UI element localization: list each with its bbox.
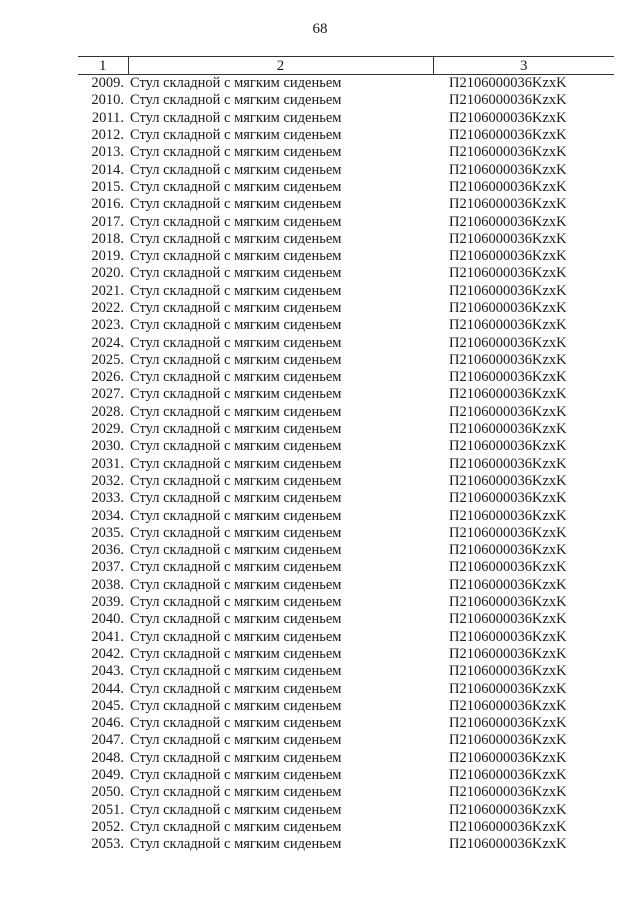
- inventory-code: П2106000036KzxK: [449, 767, 567, 784]
- column-header-3: 3: [433, 57, 614, 75]
- table-row: [78, 542, 614, 559]
- item-name: Стул складной с мягким сиденьем: [130, 767, 342, 784]
- table-row: [78, 473, 614, 490]
- item-name: Стул складной с мягким сиденьем: [130, 472, 342, 489]
- row-number: 2033.: [91, 490, 124, 507]
- inventory-code: П2106000036KzxK: [449, 594, 567, 611]
- item-name: Стул складной с мягким сиденьем: [130, 351, 342, 368]
- table-row: [78, 784, 614, 801]
- table-row: [78, 213, 614, 230]
- inventory-code: П2106000036KzxK: [449, 317, 567, 334]
- table-header-row: [78, 57, 614, 75]
- item-name: Стул складной с мягким сиденьем: [130, 455, 342, 472]
- table-row: [78, 438, 614, 455]
- item-name: Стул складной с мягким сиденьем: [130, 386, 342, 403]
- row-number: 2043.: [91, 663, 124, 680]
- inventory-code: П2106000036KzxK: [449, 749, 567, 766]
- inventory-code: П2106000036KzxK: [449, 576, 567, 593]
- inventory-code: П2106000036KzxK: [449, 196, 567, 213]
- inventory-code: П2106000036KzxK: [449, 265, 567, 282]
- table-row: [78, 386, 614, 403]
- row-number: 2020.: [91, 265, 124, 282]
- item-name: Стул складной с мягким сиденьем: [130, 559, 342, 576]
- item-name: Стул складной с мягким сиденьем: [130, 732, 342, 749]
- table-row: [78, 334, 614, 351]
- inventory-code: П2106000036KzxK: [449, 507, 567, 524]
- inventory-code: П2106000036KzxK: [449, 611, 567, 628]
- table-row: [78, 680, 614, 697]
- row-number: 2040.: [91, 611, 124, 628]
- row-number: 2017.: [91, 213, 124, 230]
- inventory-code: П2106000036KzxK: [449, 438, 567, 455]
- inventory-code: П2106000036KzxK: [449, 75, 567, 92]
- table-row: [78, 594, 614, 611]
- item-name: Стул складной с мягким сиденьем: [130, 576, 342, 593]
- table-row: [78, 490, 614, 507]
- inventory-code: П2106000036KzxK: [449, 628, 567, 645]
- table-row: [78, 646, 614, 663]
- row-number: 2016.: [91, 196, 124, 213]
- row-number: 2036.: [91, 542, 124, 559]
- inventory-code: П2106000036KzxK: [449, 300, 567, 316]
- table-row: [78, 421, 614, 438]
- row-number: 2048.: [91, 749, 124, 766]
- item-name: Стул складной с мягким сиденьем: [130, 161, 342, 178]
- table-row: [78, 404, 614, 421]
- row-number: 2039.: [91, 594, 124, 611]
- item-name: Стул складной с мягким сиденьем: [130, 127, 342, 144]
- table-row: [78, 801, 614, 818]
- table-row: [78, 456, 614, 473]
- row-number: 2050.: [91, 784, 124, 801]
- item-name: Стул складной с мягким сиденьем: [130, 421, 342, 438]
- inventory-code: П2106000036KzxK: [449, 836, 567, 853]
- item-name: Стул складной с мягким сиденьем: [130, 697, 342, 714]
- inventory-code: П2106000036KzxK: [449, 455, 567, 472]
- inventory-code: П2106000036KzxK: [449, 161, 567, 178]
- table-row: [78, 92, 614, 109]
- inventory-code: П2106000036KzxK: [449, 230, 567, 247]
- table-row: [78, 144, 614, 161]
- page-number: 68: [312, 21, 328, 37]
- inventory-code: П2106000036KzxK: [449, 386, 567, 403]
- inventory-code: П2106000036KzxK: [449, 144, 567, 161]
- item-name: Стул складной с мягким сиденьем: [130, 490, 342, 507]
- inventory-code: П2106000036KzxK: [449, 680, 567, 697]
- item-name: Стул складной с мягким сиденьем: [130, 265, 342, 282]
- table-row: [78, 265, 614, 282]
- item-name: Стул складной с мягким сиденьем: [130, 524, 342, 541]
- inventory-code: П2106000036KzxK: [449, 421, 567, 438]
- item-name: Стул складной с мягким сиденьем: [130, 836, 342, 853]
- inventory-code: П2106000036KzxK: [449, 334, 567, 351]
- table-row: [78, 283, 614, 300]
- table-row: [78, 750, 614, 767]
- item-name: Стул складной с мягким сиденьем: [130, 144, 342, 161]
- inventory-code: П2106000036KzxK: [449, 369, 567, 386]
- table-row: [78, 75, 614, 93]
- inventory-code: П2106000036KzxK: [449, 524, 567, 541]
- row-number: 2042.: [91, 645, 124, 662]
- table-row: [78, 507, 614, 524]
- inventory-code: П2106000036KzxK: [449, 403, 567, 420]
- item-name: Стул складной с мягким сиденьем: [130, 542, 342, 559]
- item-name: Стул складной с мягким сиденьем: [130, 645, 342, 662]
- inventory-code: П2106000036KzxK: [449, 663, 567, 680]
- item-name: Стул складной с мягким сиденьем: [130, 334, 342, 351]
- row-number: 2041.: [91, 628, 124, 645]
- inventory-code: П2106000036KzxK: [449, 818, 567, 835]
- item-name: Стул складной с мягким сиденьем: [130, 801, 342, 818]
- row-number: 2013.: [91, 144, 124, 161]
- table-row: [78, 559, 614, 576]
- inventory-code: П2106000036KzxK: [449, 178, 567, 195]
- row-number: 2029.: [91, 421, 124, 438]
- inventory-code: П2106000036KzxK: [449, 559, 567, 576]
- row-number: 2014.: [91, 161, 124, 178]
- item-name: Стул складной с мягким сиденьем: [130, 507, 342, 524]
- table-row: [78, 248, 614, 265]
- column-header-2: 2: [128, 57, 433, 75]
- row-number: 2031.: [91, 455, 124, 472]
- item-name: Стул складной с мягким сиденьем: [130, 611, 342, 628]
- row-number: 2032.: [91, 472, 124, 489]
- table-row: [78, 698, 614, 715]
- item-name: Стул складной с мягким сиденьем: [130, 749, 342, 766]
- table-row: [78, 629, 614, 646]
- inventory-code: П2106000036KzxK: [449, 127, 567, 144]
- table-row: [78, 525, 614, 542]
- table-row: [78, 611, 614, 628]
- row-number: 2030.: [91, 438, 124, 455]
- inventory-code: П2106000036KzxK: [449, 351, 567, 368]
- inventory-code: П2106000036KzxK: [449, 697, 567, 714]
- table-row: [78, 110, 614, 127]
- item-name: Стул складной с мягким сиденьем: [130, 92, 342, 109]
- row-number: 2053.: [91, 836, 124, 853]
- row-number: 2038.: [91, 576, 124, 593]
- row-number: 2028.: [91, 403, 124, 420]
- table-row: [78, 231, 614, 248]
- inventory-code: П2106000036KzxK: [449, 801, 567, 818]
- table-body: [78, 75, 614, 854]
- table-row: [78, 819, 614, 836]
- inventory-table: [78, 56, 614, 853]
- row-number: 2026.: [91, 369, 124, 386]
- item-name: Стул складной с мягким сиденьем: [130, 75, 342, 92]
- item-name: Стул складной с мягким сиденьем: [130, 715, 342, 732]
- row-number: 2044.: [91, 680, 124, 697]
- item-name: Стул складной с мягким сиденьем: [130, 178, 342, 195]
- item-name: Стул складной с мягким сиденьем: [130, 230, 342, 247]
- item-name: Стул складной с мягким сиденьем: [130, 109, 342, 126]
- inventory-code: П2106000036KzxK: [449, 282, 567, 299]
- table-row: [78, 300, 614, 317]
- table-row: [78, 317, 614, 334]
- row-number: 2015.: [91, 178, 124, 195]
- row-number: 2011.: [91, 109, 124, 126]
- row-number: 2052.: [91, 818, 124, 835]
- inventory-code: П2106000036KzxK: [449, 784, 567, 801]
- item-name: Стул складной с мягким сиденьем: [130, 438, 342, 455]
- row-number: 2046.: [91, 715, 124, 732]
- item-name: Стул складной с мягким сиденьем: [130, 196, 342, 213]
- item-name: Стул складной с мягким сиденьем: [130, 818, 342, 835]
- table-row: [78, 352, 614, 369]
- inventory-code: П2106000036KzxK: [449, 542, 567, 559]
- row-number: 2018.: [91, 230, 124, 247]
- inventory-code: П2106000036KzxK: [449, 213, 567, 230]
- row-number: 2051.: [91, 801, 124, 818]
- inventory-code: П2106000036KzxK: [449, 645, 567, 662]
- row-number: 2010.: [91, 92, 124, 109]
- row-number: 2025.: [91, 351, 124, 368]
- row-number: 2022.: [91, 300, 124, 316]
- row-number: 2045.: [91, 697, 124, 714]
- inventory-code: П2106000036KzxK: [449, 472, 567, 489]
- row-number: 2035.: [91, 524, 124, 541]
- table-row: [78, 715, 614, 732]
- inventory-code: П2106000036KzxK: [449, 715, 567, 732]
- item-name: Стул складной с мягким сиденьем: [130, 317, 342, 334]
- table-row: [78, 732, 614, 749]
- item-name: Стул складной с мягким сиденьем: [130, 628, 342, 645]
- table-row: [78, 836, 614, 853]
- inventory-code: П2106000036KzxK: [449, 732, 567, 749]
- item-name: Стул складной с мягким сиденьем: [130, 300, 342, 316]
- item-name: Стул складной с мягким сиденьем: [130, 248, 342, 265]
- item-name: Стул складной с мягким сиденьем: [130, 680, 342, 697]
- table-row: [78, 767, 614, 784]
- inventory-code: П2106000036KzxK: [449, 248, 567, 265]
- row-number: 2009.: [91, 75, 124, 92]
- table-row: [78, 663, 614, 680]
- item-name: Стул складной с мягким сиденьем: [130, 594, 342, 611]
- item-name: Стул складной с мягким сиденьем: [130, 213, 342, 230]
- item-name: Стул складной с мягким сиденьем: [130, 663, 342, 680]
- item-name: Стул складной с мягким сиденьем: [130, 403, 342, 420]
- row-number: 2023.: [91, 317, 124, 334]
- table-row: [78, 179, 614, 196]
- inventory-code: П2106000036KzxK: [449, 109, 567, 126]
- table-row: [78, 577, 614, 594]
- row-number: 2049.: [91, 767, 124, 784]
- inventory-code: П2106000036KzxK: [449, 490, 567, 507]
- inventory-code: П2106000036KzxK: [449, 92, 567, 109]
- row-number: 2037.: [91, 559, 124, 576]
- row-number: 2012.: [91, 127, 124, 144]
- table-row: [78, 196, 614, 213]
- row-number: 2021.: [91, 282, 124, 299]
- item-name: Стул складной с мягким сиденьем: [130, 784, 342, 801]
- item-name: Стул складной с мягким сиденьем: [130, 282, 342, 299]
- column-header-1: 1: [78, 57, 128, 75]
- row-number: 2034.: [91, 507, 124, 524]
- row-number: 2047.: [91, 732, 124, 749]
- row-number: 2024.: [91, 334, 124, 351]
- table-row: [78, 161, 614, 178]
- table-row: [78, 127, 614, 144]
- table-row: [78, 369, 614, 386]
- item-name: Стул складной с мягким сиденьем: [130, 369, 342, 386]
- row-number: 2019.: [91, 248, 124, 265]
- row-number: 2027.: [91, 386, 124, 403]
